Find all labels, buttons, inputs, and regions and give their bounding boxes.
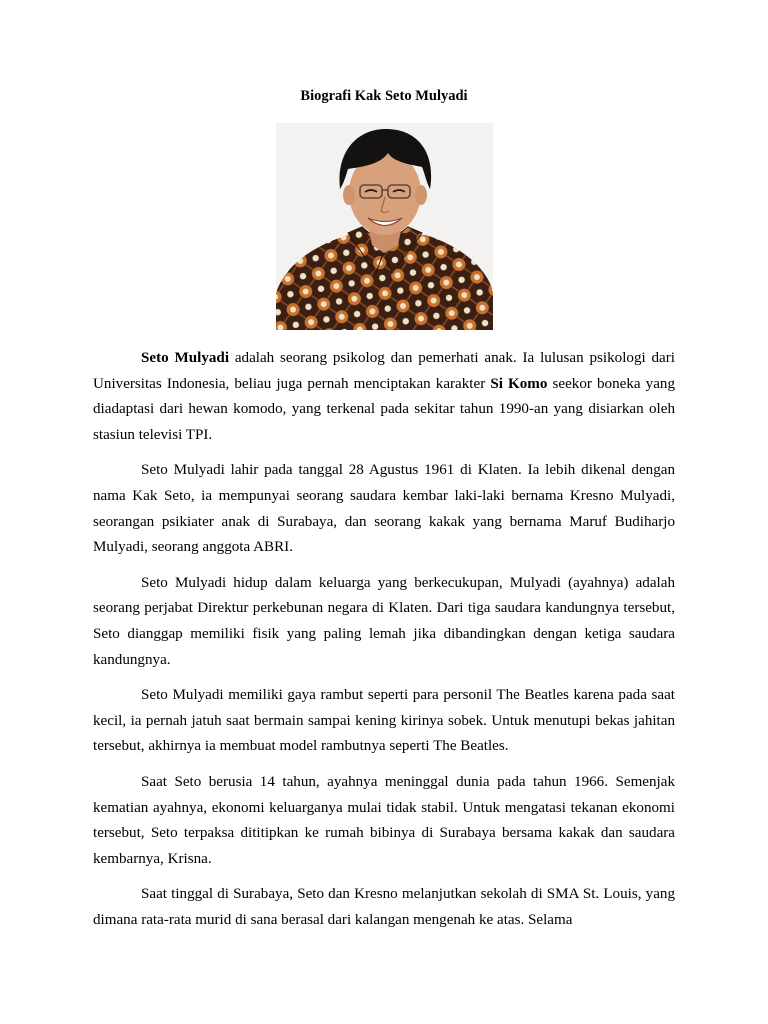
bold-name: Seto Mulyadi [141,350,230,366]
document-title: Biografi Kak Seto Mulyadi [300,88,468,104]
portrait-photo [276,123,493,330]
paragraph-6: Saat tinggal di Surabaya, Seto dan Kresno melanjutkan sekolah di SMA St. Louis, yang dimana rata-rata murid di sana berasal dari kalangan mengenah ke atas. Selama [93,886,675,928]
paragraph-1-text-a: adalah seorang psikolog dan pemerhati anak. Ia lulusan psikologi dari Universitas Indonesia, beliau juga pernah menciptakan karakter [93,350,675,392]
paragraph-2: Seto Mulyadi lahir pada tanggal 28 Agustus 1961 di Klaten. Ia lebih dikenal dengan nama Kak Seto, ia mempunyai seorang saudara kembar laki-laki bernama Kresno Mulyadi, seorangan psikiater anak di Surabaya, dan seorang kakak yang bernama Maruf Budiharjo Mulyadi, seorang anggota ABRI. [93,462,675,556]
paragraph-1-text-c: seekor boneka yang diadaptasi dari hewan komodo, yang terkenal pada sekitar tahun 1990-an yang disiarkan oleh stasiun televisi TPI. [93,375,675,443]
bold-si-komo: Si Komo [490,375,548,392]
paragraph-1 [93,346,675,448]
paragraph-4: Seto Mulyadi memiliki gaya rambut seperti para personil The Beatles karena pada saat kecil, ia pernah jatuh saat bermain sampai kening kirinya sobek. Untuk menutupi bekas jahitan tersebut, akhirnya ia membuat model rambutnya seperti The Beatles. [93,687,675,755]
paragraph-5: Saat Seto berusia 14 tahun, ayahnya meninggal dunia pada tahun 1966. Semenjak kematian ayahnya, ekonomi keluarganya mulai tidak stabil. Untuk mengatasi tekanan ekonomi tersebut, Seto terpaksa dititipkan ke rumah bibinya di Surabaya bersama kakak dan saudara kembarnya, Krisna. [93,773,675,867]
portrait-illustration [276,123,493,330]
biography-body [93,346,675,933]
paragraph-3: Seto Mulyadi hidup dalam keluarga yang berkecukupan, Mulyadi (ayahnya) adalah seorang perjabat Direktur perkebunan negara di Klaten. Dari tiga saudara kandungnya tersebut, Seto dianggap memiliki fisik yang paling lemah jika dibandingkan dengan ketiga saudara kandungnya. [93,574,675,668]
